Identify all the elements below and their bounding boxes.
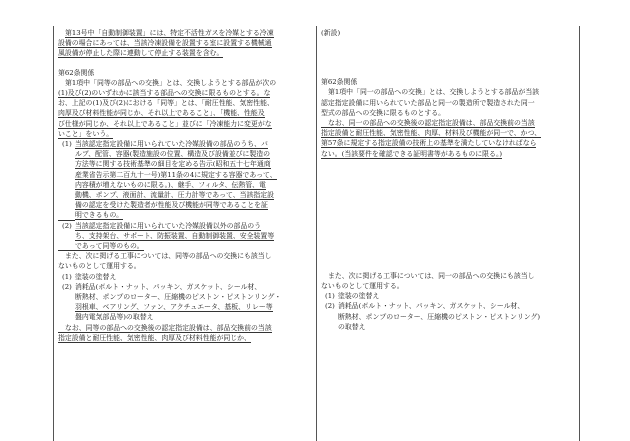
list-item: [58, 272, 313, 282]
item-number: (2): [62, 282, 72, 291]
text-line: 指定設備と耐圧性能、気密性能、肉厚及び材料性能が同じか、: [58, 333, 251, 342]
item-text: [75, 221, 313, 252]
text-line: 第1項中「同一の部品への交換」とは、交換しようとする部品が当該: [328, 88, 540, 97]
text-line: 認定指定設備に用いられていた部品と同一の製造所で製造された同一: [321, 98, 535, 107]
text-line: また、次に掲げる工事については、同等の部品への交換にも該当し: [65, 252, 272, 261]
text-line: ないものとして運用する。: [321, 282, 404, 291]
section-heading: 第62条関係: [58, 68, 95, 77]
item-number: (1): [58, 139, 75, 221]
text-line: 消耗品(ボルト・ナット、パッキン、ガスケット、シール材、: [75, 282, 262, 291]
text-line: 盤内電気部品等)の取替え: [75, 313, 154, 322]
paragraph-1: [58, 78, 313, 139]
spacer: [321, 38, 576, 77]
text-line: 備の認定を受けた製造者が性能及び機能が同等であることを証: [75, 201, 268, 210]
item-number: (1): [325, 292, 335, 301]
text-line: 断熱材、ポンプのローター、圧縮機のピストン・ピストンリング): [338, 312, 541, 321]
text-line: び仕様が同じか、それ以上であること」並びに「冷凍能力に変更がな: [58, 119, 272, 128]
item-2: [58, 221, 313, 252]
text-line: 産業省告示第二百九十一号)第11条の4に規定する容器であって、: [75, 170, 277, 179]
text-line: 型式の部品への交換に限るものとする。: [321, 108, 446, 117]
comparison-table: [53, 26, 580, 441]
text-line: 第1項中「同等の部品への交換」とは、交換しようとする部品が次の: [65, 78, 277, 87]
item-number: (1): [62, 272, 72, 281]
list-item: [58, 282, 313, 323]
text-line: ない。(当該要件を確認できる証明書等があるものに限る。): [321, 149, 503, 158]
intro-line: 第13号中「自動制御装置」には、特定不活性ガスを冷媒とする冷凍: [65, 29, 274, 37]
intro-line: 設備の場合にあっては、当該冷凍設備を設置する室に設置する機械通: [58, 39, 272, 48]
item-text: 塗装の塗替え: [75, 272, 117, 281]
intro-paragraph: [58, 28, 313, 59]
text-line: お、上記の(1)及び(2)における「同等」とは、「耐圧性能、気密性能、: [58, 99, 274, 108]
text-line: また、次に掲げる工事については、同一の部品への交換にも該当し: [328, 271, 535, 280]
intro-line: 風設備が停止した際に連動して停止する装置を含む。: [58, 49, 224, 58]
revised-text-column: [54, 26, 317, 441]
item-text: 塗装の塗替え: [338, 292, 380, 301]
new-label: (新設): [321, 29, 341, 37]
text-line: なお、同等の部品への交換後の認定指定設備は、部品交換前の当該: [58, 324, 272, 333]
text-line: (1)及び(2)のいずれかに該当する部品への交換に限るものとする。な: [58, 89, 271, 98]
item-number: (2): [58, 221, 75, 252]
text-line: 肉厚及び材料性能が同じか、それ以上であること」、「機能、性能及: [58, 109, 265, 118]
text-line: 動機、ポンプ、液面計、流量計、圧力計等であって、当該指定設: [75, 191, 275, 200]
text-line: ち、支持架台、サポート、防振装置、自動制御装置、安全装置等: [75, 231, 275, 240]
paragraph-2: [321, 271, 576, 291]
item-text: [75, 139, 313, 221]
item-number: (2): [325, 302, 335, 311]
text-line: いこと」をいう。: [58, 129, 114, 138]
text-line: 断熱材、ポンプのローター、圧縮機のピストン・ピストンリング・: [75, 293, 282, 302]
paragraph-3: [58, 323, 313, 343]
text-line: 明できるもの。: [75, 211, 123, 220]
text-line: 当該認定指定設備に用いられていた冷媒設備以外の部品のう: [75, 221, 262, 230]
item-text: [338, 301, 576, 332]
current-text-column: [317, 26, 579, 441]
text-line: 指定設備と耐圧性能、気密性能、肉厚、材料及び機能が同一で、かつ、: [321, 129, 542, 138]
item-1: [58, 139, 313, 221]
paragraph-1: [321, 87, 576, 158]
text-line: 方法等に関する技術基準の細目を定める告示(昭和五十七年通商: [75, 160, 271, 169]
paragraph-2: [58, 251, 313, 271]
spacer: [321, 159, 576, 271]
text-line: ルブ、配管、容器(製造施設の位置、構造及び設備並びに製造の: [75, 150, 271, 159]
text-line: の取替え: [338, 322, 366, 331]
text-line: 第57条に規定する指定設備の技術上の基準を満たしていなければなら: [321, 139, 537, 148]
list-item: [321, 301, 576, 332]
text-line: 当該認定指定設備に用いられていた冷媒設備の部品のうち、バ: [75, 140, 268, 149]
item-text: [75, 282, 313, 323]
list-item: [321, 291, 576, 301]
section-heading: 第62条関係: [321, 78, 358, 87]
text-line: 内容積が増えないものに限る。)、継手、フィルタ、伝熱管、電: [75, 180, 266, 189]
text-line: 消耗品(ボルト・ナット、パッキン、ガスケット、シール材、: [338, 302, 525, 311]
text-line: であって同等のもの。: [75, 242, 144, 251]
text-line: なお、同一の部品への交換後の認定指定設備は、部品交換前の当該: [321, 119, 535, 128]
text-line: 羽根車、ベアリング、ファン、アクチュエータ、基板、リレー等: [75, 303, 273, 312]
text-line: ないものとして運用する。: [58, 262, 141, 271]
